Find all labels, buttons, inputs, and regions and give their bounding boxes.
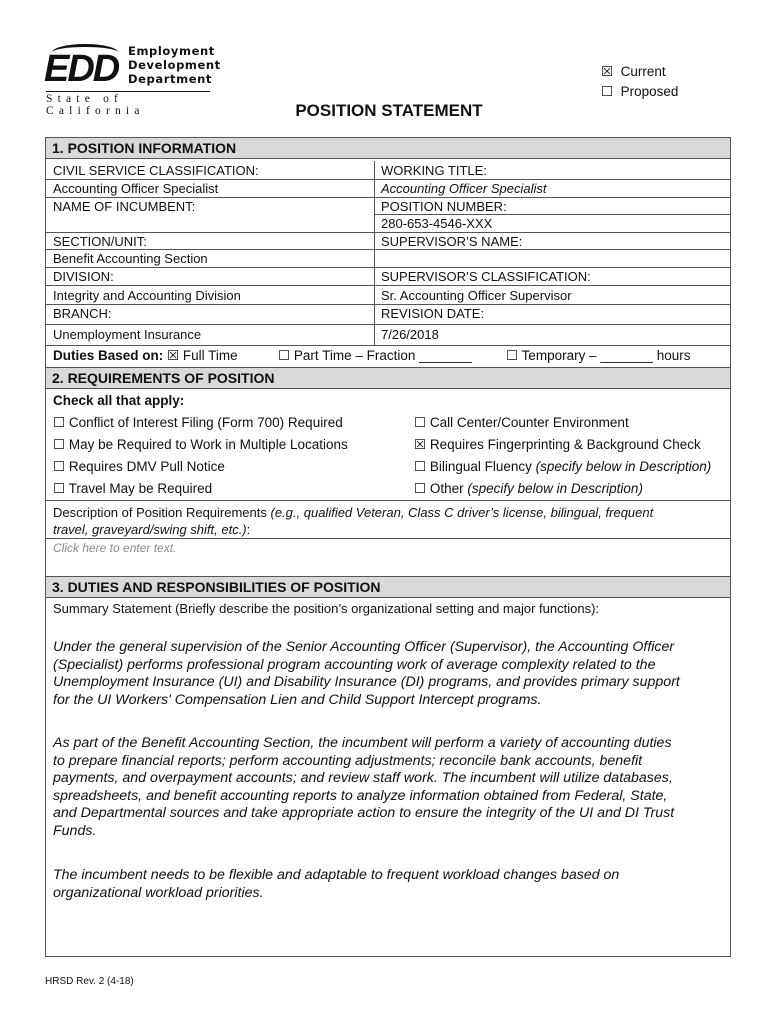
branch-value[interactable]: Unemployment Insurance <box>53 327 202 342</box>
supervisor-name-label: SUPERVISOR’S NAME: <box>381 234 523 249</box>
section-unit-value[interactable]: Benefit Accounting Section <box>53 251 208 266</box>
logo-mark: EDD <box>44 48 119 90</box>
row-line <box>46 324 730 325</box>
revision-date-value[interactable]: 7/26/2018 <box>381 327 439 342</box>
p3-line: organizational workload priorities. <box>53 884 264 901</box>
logo-line-2: Development <box>128 58 221 72</box>
p2-line: Funds. <box>53 822 97 839</box>
description-label-block <box>53 504 723 538</box>
req-other-text: ☐ Other <box>414 481 468 496</box>
req-other-note: (specify below in Description) <box>467 481 643 496</box>
proposed-label: Proposed <box>620 84 679 99</box>
p2-line: spreadsheets, and benefit accounting reports to analyze information obtained from Federal, State, <box>53 787 668 804</box>
duties-based-row <box>53 348 238 364</box>
req-fingerprinting-text: ☒ Requires Fingerprinting & Background Check <box>414 437 701 452</box>
p1-line: Unemployment Insurance (UI) and Disability Insurance (DI) programs, and provides primary support <box>53 674 680 691</box>
civil-service-value[interactable]: Accounting Officer Specialist <box>53 181 219 196</box>
req-call-center[interactable] <box>414 415 629 431</box>
working-title-label: WORKING TITLE: <box>381 163 487 178</box>
p1-line: for the UI Workers' Compensation Lien and Child Support Intercept programs. <box>53 691 542 708</box>
logo-line-3: Department <box>128 72 212 86</box>
current-label: Current <box>620 64 666 79</box>
incumbent-label: NAME OF INCUMBENT: <box>53 199 196 214</box>
full-time-checkbox[interactable]: ☒ Full Time <box>167 348 238 363</box>
p2-line: payments, and overpayment accounts; and review staff work. The incumbent will utilize databases, <box>53 770 673 787</box>
req-travel[interactable]: ☐ Travel May be Required <box>53 481 213 496</box>
proposed-checkbox[interactable]: ☐ <box>601 84 614 99</box>
supervisor-class-value[interactable]: Sr. Accounting Officer Supervisor <box>381 288 572 303</box>
section3-heading: 3. DUTIES AND RESPONSIBILITIES OF POSITION <box>46 576 730 598</box>
summary-paragraph-1[interactable] <box>53 639 725 709</box>
req-multiple-locations[interactable]: ☐ May be Required to Work in Multiple Locations <box>53 437 348 452</box>
revision-date-label: REVISION DATE: <box>381 306 485 321</box>
description-colon: : <box>246 522 251 537</box>
p2-line: As part of the Benefit Accounting Section, the incumbent will perform a variety of accounting duties <box>53 735 672 751</box>
row-line <box>46 538 730 539</box>
p1-line: (Specialist) performs professional program accounting work of average complexity related to the <box>53 656 656 673</box>
description-note-2: travel, graveyard/swing shift, etc.) <box>53 522 247 537</box>
section-unit-label: SECTION/UNIT: <box>53 234 147 249</box>
logo-words <box>128 44 221 86</box>
page-title: POSITION STATEMENT <box>295 101 483 120</box>
req-bilingual[interactable] <box>414 459 711 475</box>
req-conflict-of-interest[interactable]: ☐ Conflict of Interest Filing (Form 700) Required <box>53 415 343 430</box>
p2-line: and Departmental sources and take appropriate action to ensure the integrity of the UI and DI Trust <box>53 805 675 822</box>
summary-paragraph-2[interactable] <box>53 735 725 841</box>
summary-label: Summary Statement (Briefly describe the position’s organizational setting and major functions): <box>53 601 600 616</box>
status-proposed[interactable] <box>601 84 678 100</box>
status-current[interactable] <box>601 64 666 80</box>
row-line <box>46 500 730 501</box>
logo-state: State of California <box>46 91 210 117</box>
division-label: DIVISION: <box>53 269 114 284</box>
p1-line: Under the general supervision of the Senior Accounting Officer (Supervisor), the Accounting Officer <box>53 639 675 655</box>
req-bilingual-text: ☐ Bilingual Fluency <box>414 459 536 474</box>
p2-line: to prepare financial reports; perform accounting adjustments; reconcile bank accounts, benefit <box>53 752 643 769</box>
working-title-value[interactable]: Accounting Officer Specialist <box>381 181 547 196</box>
duties-label: Duties Based on: <box>53 348 164 363</box>
current-checkbox[interactable]: ☒ <box>601 64 614 79</box>
civil-service-label: CIVIL SERVICE CLASSIFICATION: <box>53 163 259 178</box>
description-label: Description of Position Requirements <box>53 505 271 520</box>
position-number-label: POSITION NUMBER: <box>381 199 507 214</box>
edd-logo <box>44 44 221 117</box>
description-input[interactable]: Click here to enter text. <box>53 541 177 555</box>
req-fingerprinting[interactable] <box>414 437 701 453</box>
logo-line-1: Employment <box>128 44 215 58</box>
position-number-value[interactable]: 280-653-4546-XXX <box>381 216 493 231</box>
description-note-1: (e.g., qualified Veteran, Class C driver’s license, bilingual, frequent <box>270 505 654 520</box>
row-line <box>46 285 730 286</box>
footer-revision: HRSD Rev. 2 (4-18) <box>45 976 134 987</box>
temporary-checkbox[interactable]: ☐ Temporary – _______ hours <box>506 348 691 363</box>
req-bilingual-note: (specify below in Description) <box>535 459 712 474</box>
division-value[interactable]: Integrity and Accounting Division <box>53 288 241 303</box>
req-other[interactable] <box>414 481 643 497</box>
row-line <box>46 345 730 346</box>
section1-heading: 1. POSITION INFORMATION <box>46 137 730 159</box>
section2-heading: 2. REQUIREMENTS OF POSITION <box>46 367 730 389</box>
supervisor-class-label: SUPERVISOR’S CLASSIFICATION: <box>381 269 591 284</box>
branch-label: BRANCH: <box>53 306 112 321</box>
part-time-checkbox[interactable]: ☐ Part Time – Fraction _______ <box>278 348 472 363</box>
req-call-center-text: ☐ Call Center/Counter Environment <box>414 415 629 430</box>
req-dmv-pull[interactable]: ☐ Requires DMV Pull Notice <box>53 459 225 474</box>
check-all-label: Check all that apply: <box>53 393 185 408</box>
p3-line: The incumbent needs to be flexible and adaptable to frequent workload changes based on <box>53 867 620 883</box>
summary-paragraph-3[interactable] <box>53 867 725 902</box>
